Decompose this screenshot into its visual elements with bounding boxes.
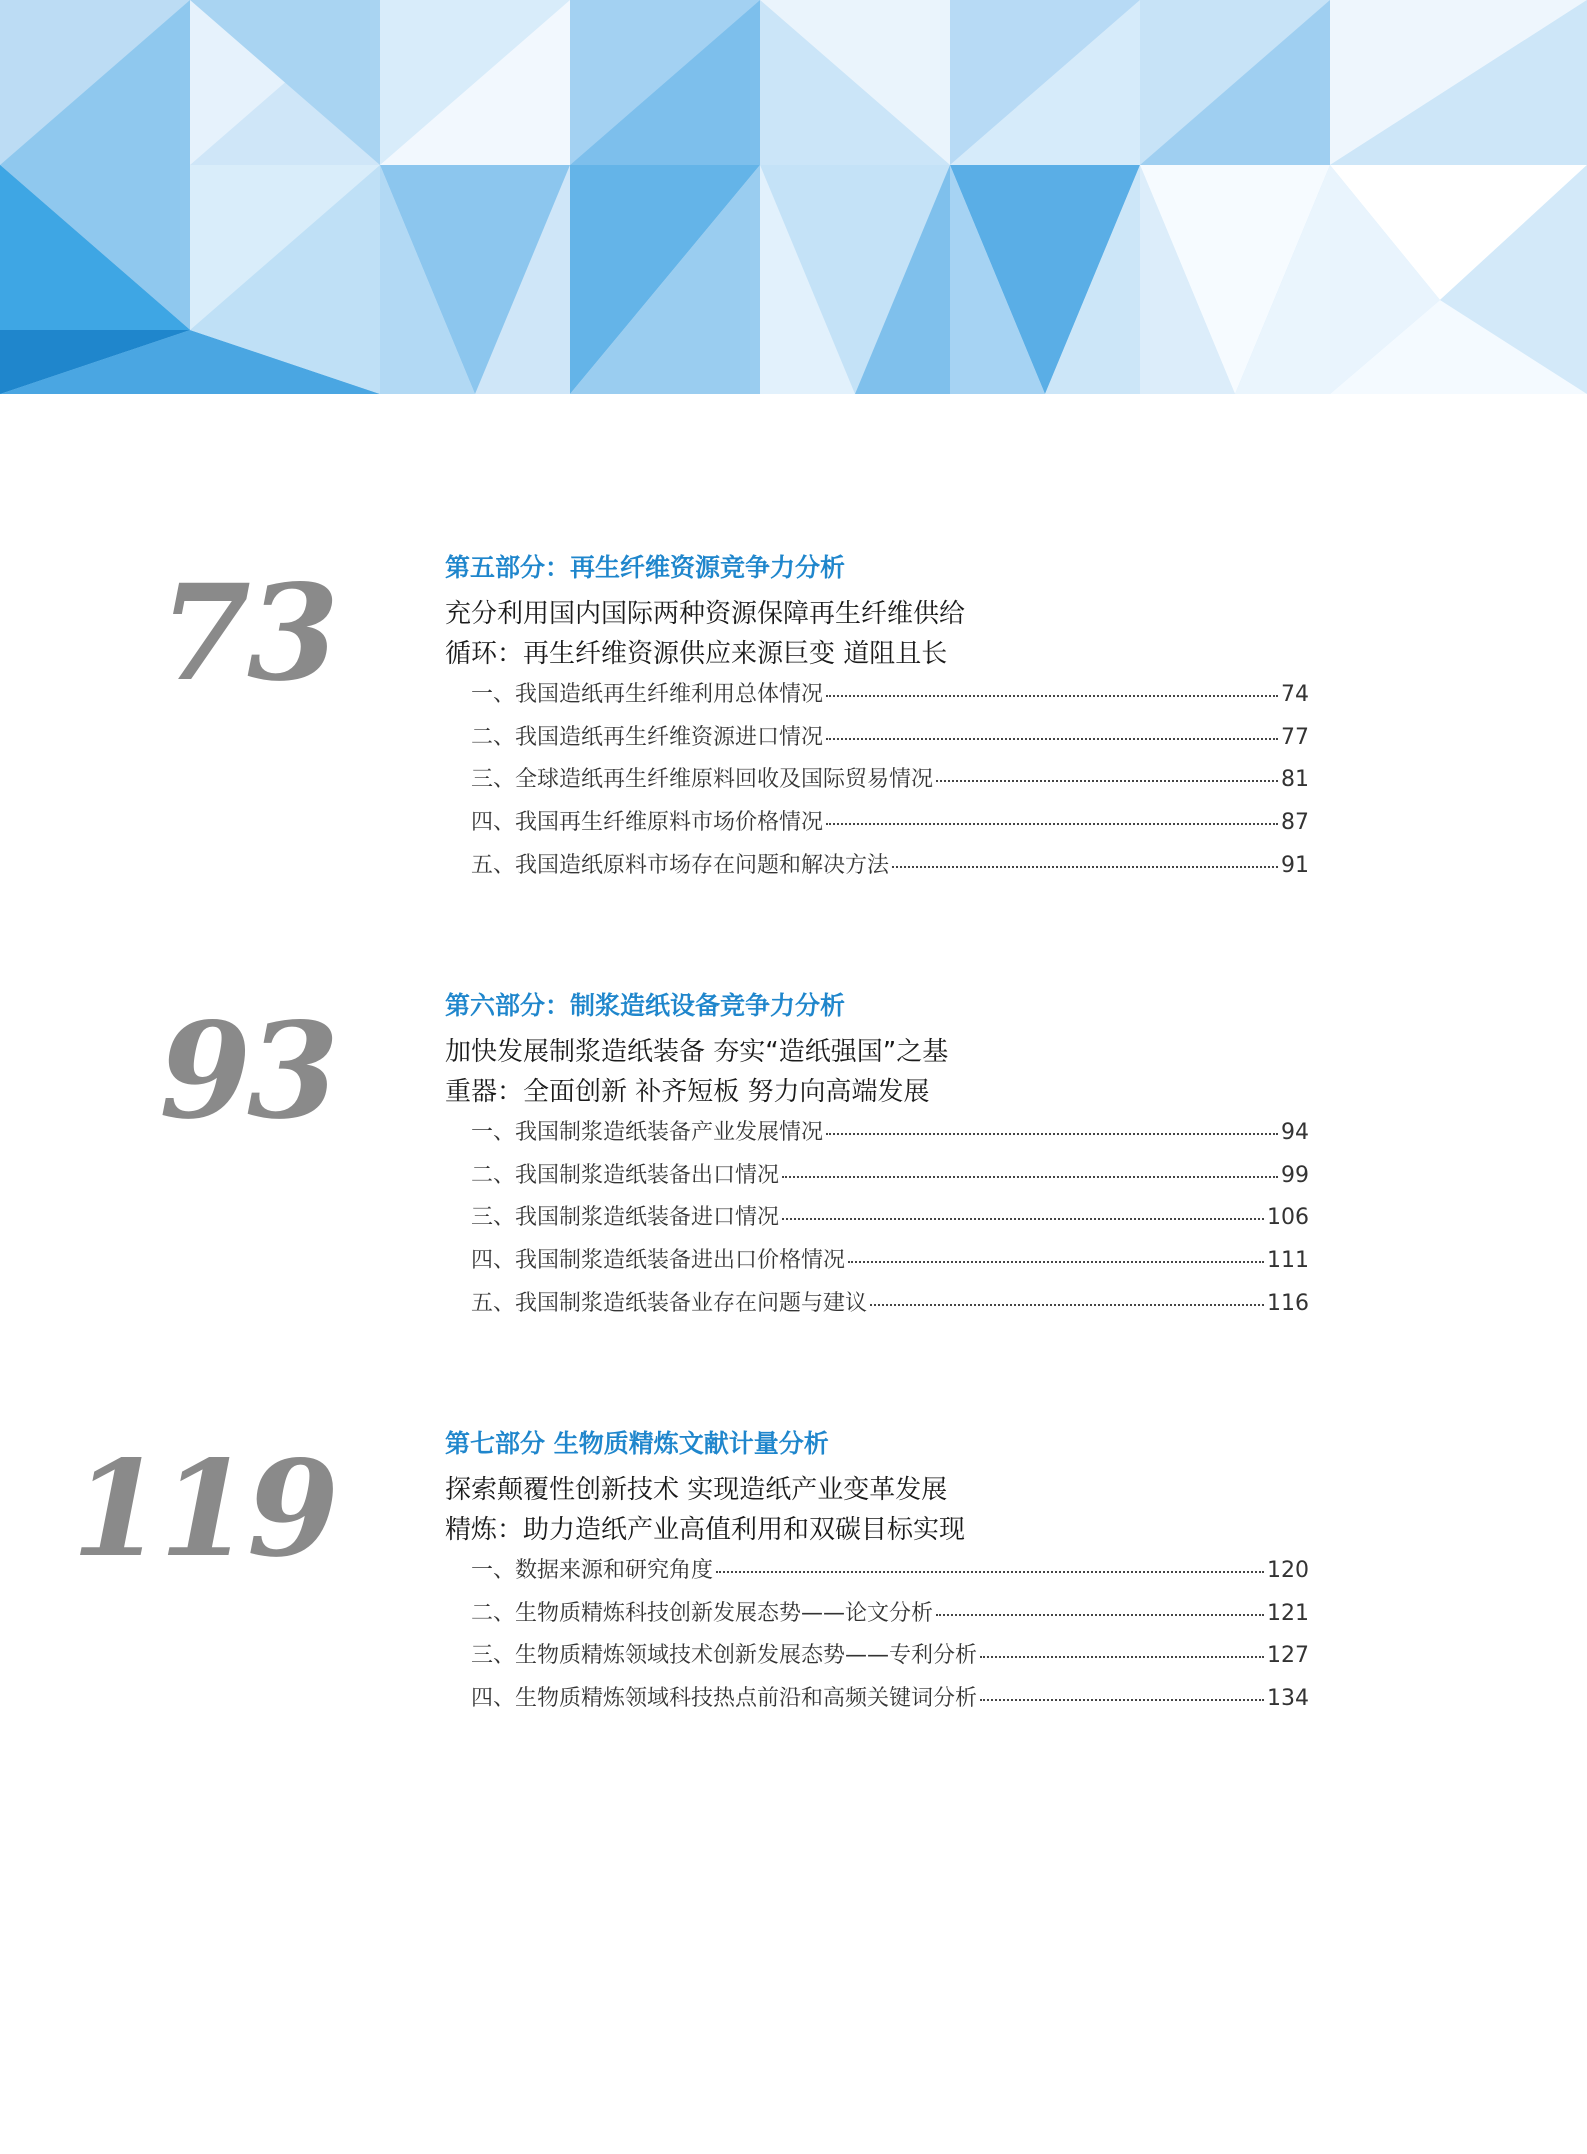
section-start-page-number: 93 [159,994,335,1149]
toc-entry-page: 127 [1267,1643,1309,1669]
toc-entry-label: 四、我国再生纤维原料市场价格情况 [471,810,824,836]
toc-entry-page: 94 [1281,1120,1309,1145]
section-start-page-number: 73 [159,556,335,711]
part-title[interactable]: 第七部分 生物质精炼文献计量分析 [445,1429,829,1458]
header-banner [0,0,1587,394]
toc-entry-label: 二、我国制浆造纸装备出口情况 [471,1162,780,1188]
section-subtitle-line1: 充分利用国内国际两种资源保障再生纤维供给 [445,599,966,629]
dot-leader [826,738,1278,740]
dot-leader [826,1133,1278,1135]
toc-entry-label: 五、我国制浆造纸装备业存在问题与建议 [471,1290,868,1316]
section-subtitle-line1: 探索颠覆性创新技术 实现造纸产业变革发展 [445,1475,948,1505]
dot-leader [936,1614,1264,1616]
toc-entry-label: 四、我国制浆造纸装备进出口价格情况 [471,1248,846,1274]
dot-leader [826,823,1278,825]
toc-entry-label: 二、我国造纸再生纤维资源进口情况 [471,724,824,750]
section-subtitle-line2: 循环：再生纤维资源供应来源巨变 道阻且长 [445,639,948,669]
dot-leader [980,1699,1264,1701]
toc-entry[interactable] [471,1553,1309,1596]
toc-entry[interactable] [471,720,1309,763]
toc-entry[interactable] [471,848,1309,891]
dot-leader [826,695,1278,697]
toc-entry[interactable] [471,805,1309,848]
part-title[interactable]: 第六部分：制浆造纸设备竞争力分析 [445,991,846,1020]
toc-entry-page: 111 [1267,1248,1309,1274]
toc-list [471,1115,1309,1328]
dot-leader [980,1656,1264,1658]
toc-section-part6 [0,988,1587,1328]
toc-entry-label: 二、生物质精炼科技创新发展态势——论文分析 [471,1600,934,1626]
toc-entry[interactable] [471,762,1309,805]
toc-entry[interactable] [471,1286,1309,1329]
toc-entry-page: 120 [1267,1558,1309,1583]
dot-leader [716,1571,1264,1573]
toc-list [471,1553,1309,1724]
dot-leader [892,866,1278,868]
toc-entry[interactable] [471,1115,1309,1158]
toc-entry-label: 一、我国造纸再生纤维利用总体情况 [471,682,824,707]
section-start-page-number: 119 [71,1432,335,1587]
part-title[interactable]: 第五部分：再生纤维资源竞争力分析 [445,553,846,582]
dot-leader [848,1261,1264,1263]
toc-entry-label: 三、我国制浆造纸装备进口情况 [471,1205,780,1231]
toc-entry[interactable] [471,1200,1309,1243]
toc-entry-label: 五、我国造纸原料市场存在问题和解决方法 [471,852,890,878]
toc-entry-page: 106 [1267,1205,1309,1231]
toc-entry-page: 134 [1267,1686,1309,1712]
toc-entry-label: 三、全球造纸再生纤维原料回收及国际贸易情况 [471,767,934,793]
toc-entry[interactable] [471,1243,1309,1286]
toc-entry-page: 87 [1281,810,1309,836]
toc-entry-page: 81 [1281,767,1309,793]
dot-leader [870,1304,1264,1306]
section-subtitle-line2: 精炼：助力造纸产业高值利用和双碳目标实现 [445,1515,966,1545]
toc-entry[interactable] [471,677,1309,720]
toc-section-part7 [0,1426,1587,1726]
dot-leader [782,1176,1278,1178]
toc-entry-page: 99 [1281,1162,1309,1188]
toc-entry-label: 四、生物质精炼领域科技热点前沿和高频关键词分析 [471,1686,978,1712]
triangle-pattern [0,0,1587,394]
toc-entry[interactable] [471,1596,1309,1639]
dot-leader [936,780,1278,782]
toc-entry-label: 一、我国制浆造纸装备产业发展情况 [471,1120,824,1145]
section-subtitle-line1: 加快发展制浆造纸装备 夯实“造纸强国”之基 [445,1037,949,1067]
toc-entry[interactable] [471,1638,1309,1681]
toc-list [471,677,1309,890]
toc-entry-page: 77 [1281,724,1309,750]
toc-entry-page: 74 [1281,682,1309,707]
toc-entry-label: 一、数据来源和研究角度 [471,1558,714,1583]
toc-section-part5 [0,550,1587,890]
dot-leader [782,1218,1264,1220]
toc-entry[interactable] [471,1158,1309,1201]
toc-entry-page: 91 [1281,852,1309,878]
toc-entry-page: 116 [1267,1290,1309,1316]
toc-entry[interactable] [471,1681,1309,1724]
toc-entry-label: 三、生物质精炼领域技术创新发展态势——专利分析 [471,1643,978,1669]
toc-entry-page: 121 [1267,1600,1309,1626]
section-subtitle-line2: 重器：全面创新 补齐短板 努力向高端发展 [445,1077,930,1107]
